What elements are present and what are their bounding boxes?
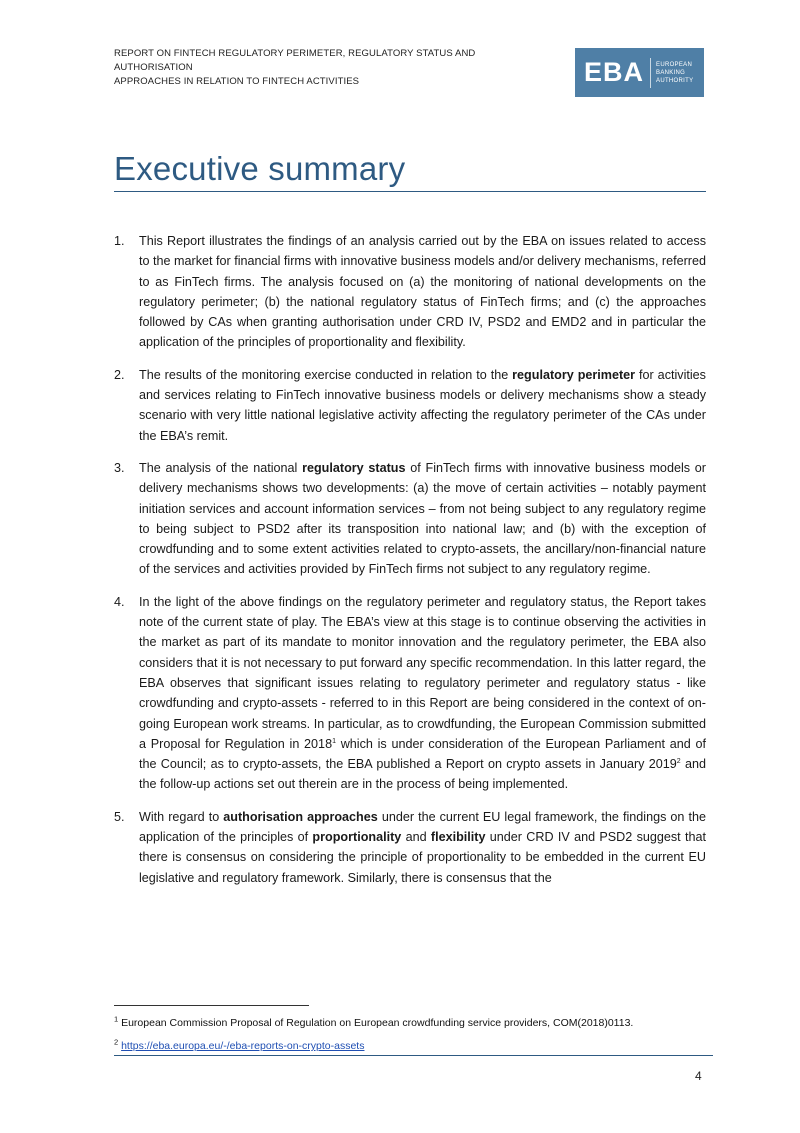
paragraph-number: 1. [114, 234, 125, 248]
text-run: which is under consideration of the European Parliament and of the Council; as to crypto-assets, the EBA published a Report on crypto assets in January 2019 [139, 736, 706, 772]
bold-term: authorisation approaches [223, 809, 378, 824]
text-run: under CRD IV and PSD2 suggest that there is consensus on considering the principle of proportionality to be embedded in the current EU legislative and regulatory framework. Similarly, there is consensus that the [139, 830, 706, 885]
paragraph-1 [114, 231, 706, 353]
running-header [114, 47, 544, 89]
bold-term: regulatory perimeter [512, 367, 636, 382]
text-run: The analysis of the national [139, 460, 303, 475]
page-title: Executive summary [114, 150, 406, 187]
page-number: 4 [695, 1069, 702, 1083]
footnote-mark: 1 [114, 1014, 119, 1024]
paragraph-text [139, 458, 706, 580]
bold-term: flexibility [430, 830, 486, 845]
paragraph-text [139, 807, 706, 888]
footnote-ref-1[interactable]: 1 [332, 737, 336, 745]
text-run: and [401, 830, 431, 845]
logo-line-2: BANKING [656, 69, 686, 76]
summary-body [114, 231, 706, 900]
paragraph-number: 4. [114, 594, 125, 609]
footnote-link[interactable]: https://eba.europa.eu/-/eba-reports-on-crypto-assets [121, 1040, 365, 1052]
running-header-line-1: REPORT ON FINTECH REGULATORY PERIMETER, REGULATORY STATUS AND AUTHORISATION [114, 48, 476, 73]
text-run: In the light of the above findings on the regulatory perimeter and regulatory status, the Report takes note of the current state of play. The EBA’s view at this stage is to continue observing the activities in the market as part of its mandate to monitor innovation and the regulatory perimeter, the EBA also considers that it is not necessary to put forward any specific recommendation. In this latter regard, the EBA observes that significant issues relating to regulatory perimeter and regulatory status - like crowdfunding and crypto-assets - referred to in this Report are being considered in the context of on-going European work streams. In particular, as to crowdfunding, the European Commission submitted a Proposal for Regulation in 2018 [139, 594, 706, 751]
text-run: for activities and services relating to FinTech innovative business models or delivery mechanisms show a steady scenario with very little national legislative activity affecting the regulatory perimeter of the CAs under the EBA’s remit. [139, 367, 706, 443]
footnote-divider [114, 1005, 309, 1006]
logo-wordmark [656, 61, 693, 85]
logo-line-1: EUROPEAN [656, 61, 693, 68]
bold-term: regulatory status [302, 460, 406, 475]
paragraph-4 [114, 592, 706, 795]
paragraph-number: 2. [114, 367, 125, 382]
text-run: of FinTech firms with innovative business models or delivery mechanisms shows two developments: (a) the move of certain activities – notably payment initiation services and account information services – from not being subject to any regulatory regime to being subject to PSD2 after its transposition into national law; and (b) with the exception of crowdfunding and to some extent activities related to crypto-assets, the ancillary/non-financial nature of the services and activities provided by FinTech firms not subject to any regulatory regime. [139, 460, 706, 577]
paragraph-text [139, 365, 706, 446]
text-run: With regard to [139, 809, 224, 824]
eba-logo [575, 48, 704, 97]
title-divider [114, 191, 706, 192]
paragraph-text: This Report illustrates the findings of an analysis carried out by the EBA on issues related to access to the market for financial firms with innovative business models and/or delivery mechanisms, referred to as FinTech firms. The analysis focused on (a) the monitoring of national developments on the regulatory perimeter; (b) the national regulatory status of FinTech firms; and (c) the approaches followed by CAs when granting authorisation under CRD IV, PSD2 and EMD2 and in particular the application of the principles of proportionality and flexibility. [139, 234, 706, 350]
footnote-mark: 2 [114, 1037, 119, 1047]
text-run: The results of the monitoring exercise conducted in relation to the [139, 367, 513, 382]
paragraph-2 [114, 365, 706, 446]
paragraph-3 [114, 458, 706, 580]
bold-term: proportionality [312, 830, 402, 845]
footnote-text: European Commission Proposal of Regulation on European crowdfunding service providers, COM(2018)0113. [121, 1017, 634, 1029]
logo-line-3: AUTHORITY [656, 77, 694, 84]
text-run: and the follow-up actions set out therein are in the process of being implemented. [139, 757, 707, 792]
footnote-2 [114, 1039, 364, 1053]
logo-separator [650, 58, 651, 88]
paragraph-text [139, 592, 706, 795]
footnote-ref-2[interactable]: 2 [676, 757, 681, 765]
footnote-1 [114, 1016, 633, 1030]
paragraph-number: 3. [114, 460, 125, 475]
paragraph-5 [114, 807, 706, 888]
logo-mark: EBA [584, 57, 645, 87]
paragraph-number: 5. [114, 809, 125, 824]
text-run: under the current EU legal framework, the findings on the application of the principles of [139, 809, 706, 845]
footer-divider [114, 1055, 713, 1056]
running-header-line-2: APPROACHES IN RELATION TO FINTECH ACTIVITIES [114, 76, 360, 87]
